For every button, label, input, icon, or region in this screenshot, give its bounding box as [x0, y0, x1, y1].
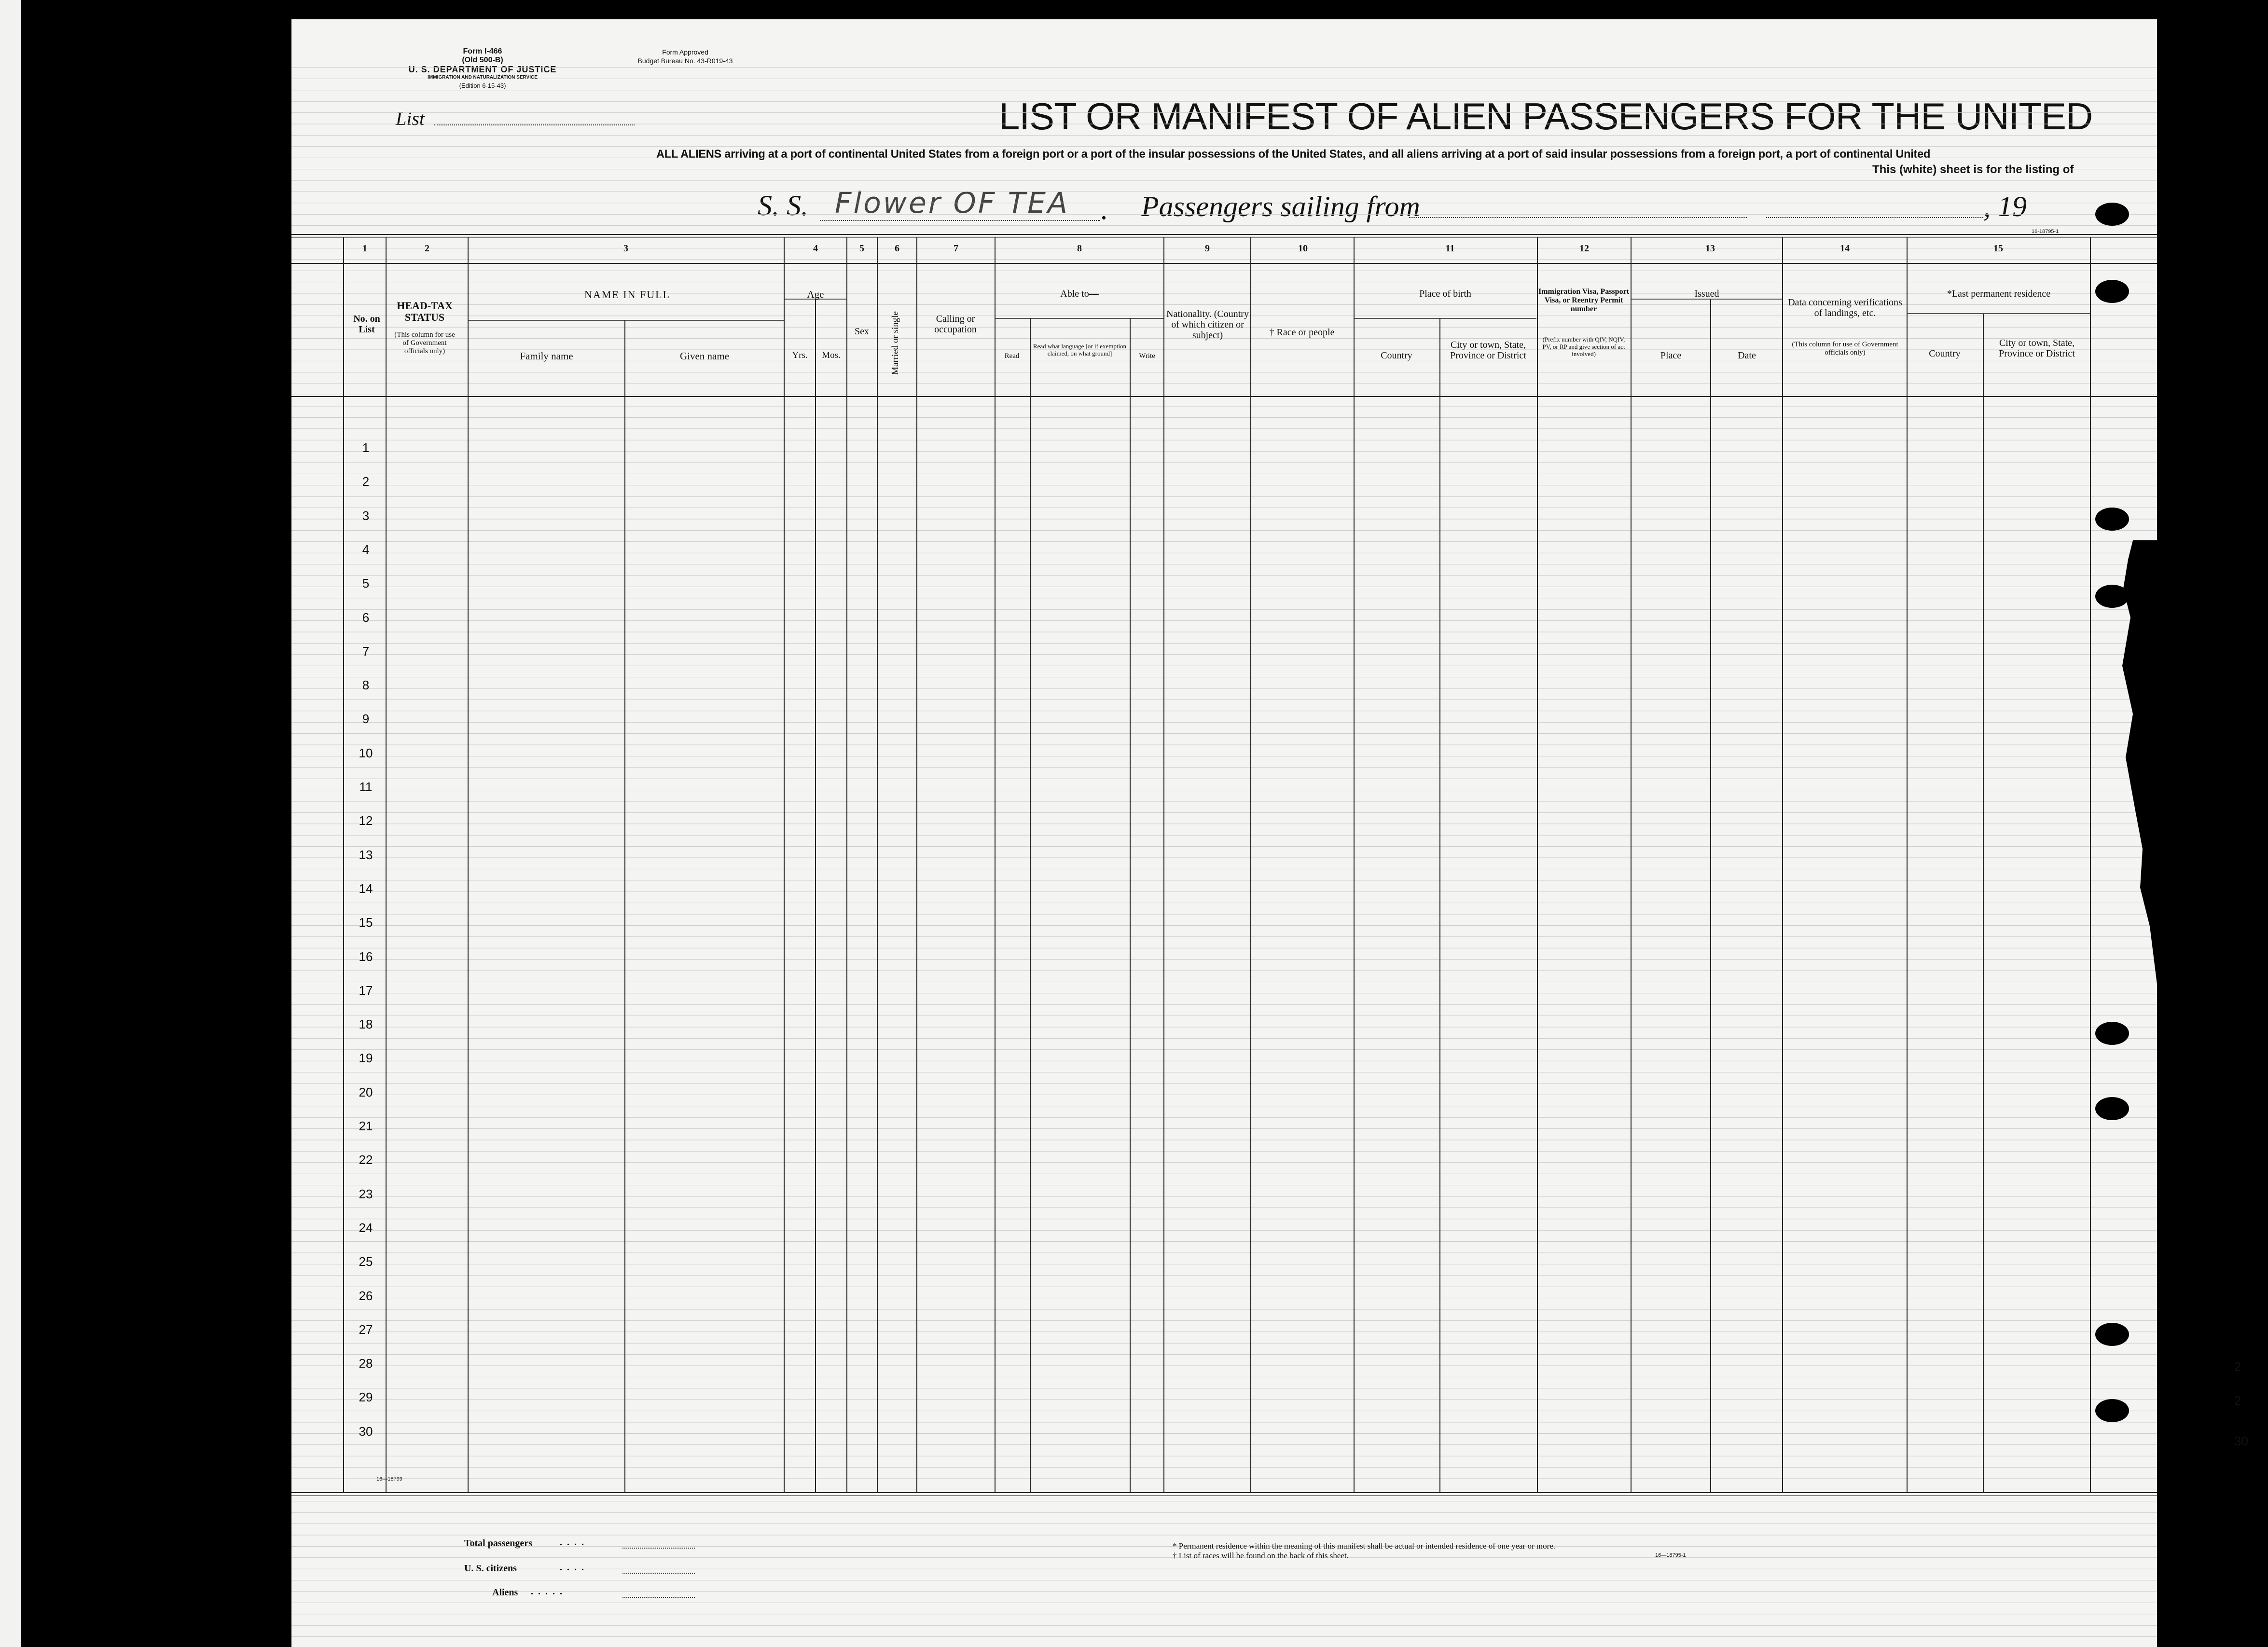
- right-edge-number-29: 2: [2234, 1393, 2241, 1408]
- header-able-to: Able to—: [1060, 288, 1099, 299]
- row-number-17: 17: [359, 983, 373, 998]
- punch-hole: [2095, 280, 2129, 303]
- row-number-30: 30: [359, 1424, 373, 1439]
- header-mos: Mos.: [822, 350, 841, 360]
- header-birth-country: Country: [1381, 350, 1412, 361]
- footnote-code: 16—18795-1: [1655, 1552, 1686, 1558]
- torn-edge: [2114, 540, 2171, 1447]
- aliens-dots: .....: [531, 1586, 567, 1597]
- header-birth-city: City or town, State, Province or District: [1450, 340, 1526, 361]
- header-res-city: City or town, State, Province or District: [1999, 338, 2075, 359]
- header-head-tax: HEAD-TAX STATUS: [397, 300, 453, 323]
- header-married: Married or single: [890, 311, 900, 375]
- row-number-25: 25: [359, 1254, 373, 1269]
- row-number-4: 4: [362, 542, 370, 557]
- row-number-26: 26: [359, 1288, 373, 1303]
- header-sex: Sex: [855, 326, 869, 337]
- column-number-10: 10: [1298, 243, 1308, 254]
- column-number-6: 6: [895, 243, 899, 254]
- form-approval: Form Approved: [662, 48, 708, 56]
- ship-name: Flower OF TEA: [835, 186, 1070, 220]
- row-number-18: 18: [359, 1017, 373, 1032]
- total-passengers-label: Total passengers: [464, 1538, 532, 1549]
- right-edge-number-30: 30: [2234, 1434, 2248, 1448]
- row-number-2: 2: [362, 474, 370, 489]
- header-read-language: Read what language [or if exemption claimed, on what ground]: [1033, 343, 1127, 357]
- row-number-6: 6: [362, 610, 370, 625]
- punch-hole: [2176, 1102, 2210, 1125]
- row-number-10: 10: [359, 745, 373, 760]
- column-number-9: 9: [1205, 243, 1210, 254]
- form-edition: (Edition 6-15-43): [459, 82, 506, 89]
- header-age: Age: [807, 288, 824, 300]
- header-issued-date: Date: [1738, 350, 1756, 361]
- us-citizens-label: U. S. citizens: [464, 1563, 517, 1574]
- row-number-11: 11: [359, 780, 373, 794]
- row-number-3: 3: [362, 508, 370, 523]
- department-name: U. S. DEPARTMENT OF JUSTICE: [408, 65, 557, 74]
- total-passengers-line: [622, 1548, 695, 1549]
- row-number-24: 24: [359, 1220, 373, 1235]
- small-code: 16—18799: [376, 1476, 402, 1482]
- header-last-residence: *Last permanent residence: [1947, 288, 2051, 299]
- row-number-1: 1: [362, 440, 370, 455]
- header-issued-place: Place: [1660, 350, 1682, 361]
- column-number-13: 13: [1705, 243, 1715, 254]
- header-calling: Calling or occupation: [934, 314, 977, 335]
- footnote-races: † List of races will be found on the back of this sheet.: [1173, 1551, 1349, 1560]
- column-number-4: 4: [813, 243, 818, 254]
- row-number-28: 28: [359, 1356, 373, 1371]
- row-number-23: 23: [359, 1186, 373, 1201]
- row-number-19: 19: [359, 1051, 373, 1066]
- column-number-1: 1: [362, 243, 367, 254]
- manifest-subtitle: ALL ALIENS arriving at a port of continental United States from a foreign port or a port of the insular possessions of the United States, and all aliens arriving at a port of said insular possessions from a foreign port, a port of continental United: [656, 148, 1931, 161]
- us-citizens-line: [622, 1573, 695, 1574]
- header-yrs: Yrs.: [792, 350, 808, 360]
- header-name-in-full: NAME IN FULL: [584, 288, 670, 301]
- column-number-7: 7: [954, 243, 958, 254]
- header-write: Write: [1139, 352, 1155, 360]
- budget-bureau: Budget Bureau No. 43-R019-43: [637, 57, 733, 65]
- year-prefix: , 19: [1983, 191, 2027, 222]
- column-number-5: 5: [859, 243, 864, 254]
- row-number-16: 16: [359, 949, 373, 964]
- punch-hole: [2095, 508, 2129, 531]
- ship-period: .: [1100, 193, 1107, 225]
- sheet-note: This (white) sheet is for the listing of: [1872, 163, 2074, 176]
- row-number-22: 22: [359, 1153, 373, 1167]
- form-old-number: (Old 500-B): [462, 56, 503, 64]
- header-res-country: Country: [1929, 348, 1961, 359]
- header-nationality: Nationality. (Country of which citizen or subject): [1166, 309, 1249, 341]
- ss-label: S. S.: [758, 190, 808, 221]
- column-number-2: 2: [425, 243, 429, 254]
- header-visa-note: (Prefix number with QIV, NQIV, PV, or RP and give section of act involved): [1542, 336, 1625, 357]
- footnote-permanent-residence: * Permanent residence within the meaning of this manifest shall be actual or intended residence of one year or more.: [1173, 1541, 1556, 1551]
- header-race: † Race or people: [1269, 327, 1335, 338]
- row-number-12: 12: [359, 813, 373, 828]
- punch-hole: [2095, 203, 2129, 226]
- column-number-15: 15: [1993, 243, 2003, 254]
- row-number-20: 20: [359, 1084, 373, 1099]
- sheet-code: 16-18795-1: [2032, 229, 2059, 234]
- header-read: Read: [1004, 352, 1020, 360]
- service-name: IMMIGRATION AND NATURALIZATION SERVICE: [428, 75, 538, 80]
- row-number-29: 29: [359, 1390, 373, 1405]
- row-number-5: 5: [362, 576, 370, 591]
- punch-hole: [2171, 1323, 2205, 1346]
- sailing-label: Passengers sailing from: [1141, 191, 1420, 222]
- row-number-14: 14: [359, 881, 373, 896]
- column-number-12: 12: [1579, 243, 1589, 254]
- header-given-name: Given name: [679, 350, 730, 362]
- header-issued: Issued: [1694, 288, 1719, 299]
- aliens-label: Aliens: [492, 1587, 518, 1598]
- header-place-of-birth: Place of birth: [1419, 288, 1471, 299]
- row-number-8: 8: [362, 678, 370, 693]
- column-number-8: 8: [1077, 243, 1082, 254]
- header-data-concerning: Data concerning verifications of landings, etc.: [1788, 297, 1902, 318]
- aliens-line: [622, 1597, 695, 1598]
- row-number-9: 9: [362, 712, 370, 727]
- right-edge-number-28: 2: [2234, 1359, 2241, 1374]
- row-number-21: 21: [359, 1119, 373, 1133]
- column-number-3: 3: [623, 243, 628, 254]
- row-number-15: 15: [359, 915, 373, 930]
- form-number: Form I-466: [463, 47, 502, 55]
- header-head-tax-note: (This column for use of Government officials only): [394, 331, 455, 355]
- total-passengers-dots: ....: [560, 1537, 589, 1548]
- us-citizens-dots: ....: [560, 1562, 589, 1573]
- row-number-13: 13: [359, 847, 373, 862]
- punch-hole: [2171, 1401, 2205, 1424]
- column-number-14: 14: [1840, 243, 1850, 254]
- row-number-27: 27: [359, 1322, 373, 1337]
- column-number-11: 11: [1445, 243, 1455, 254]
- header-no-on-list: No. on List: [353, 314, 380, 335]
- row-number-7: 7: [362, 644, 370, 659]
- list-label: List: [396, 108, 425, 129]
- header-visa: Immigration Visa, Passport Visa, or Reentry Permit number: [1538, 288, 1629, 313]
- header-family-name: Family name: [520, 350, 573, 362]
- manifest-title: LIST OR MANIFEST OF ALIEN PASSENGERS FOR THE UNITED: [999, 95, 2093, 137]
- header-data-note: (This column for use of Government officials only): [1792, 341, 1898, 357]
